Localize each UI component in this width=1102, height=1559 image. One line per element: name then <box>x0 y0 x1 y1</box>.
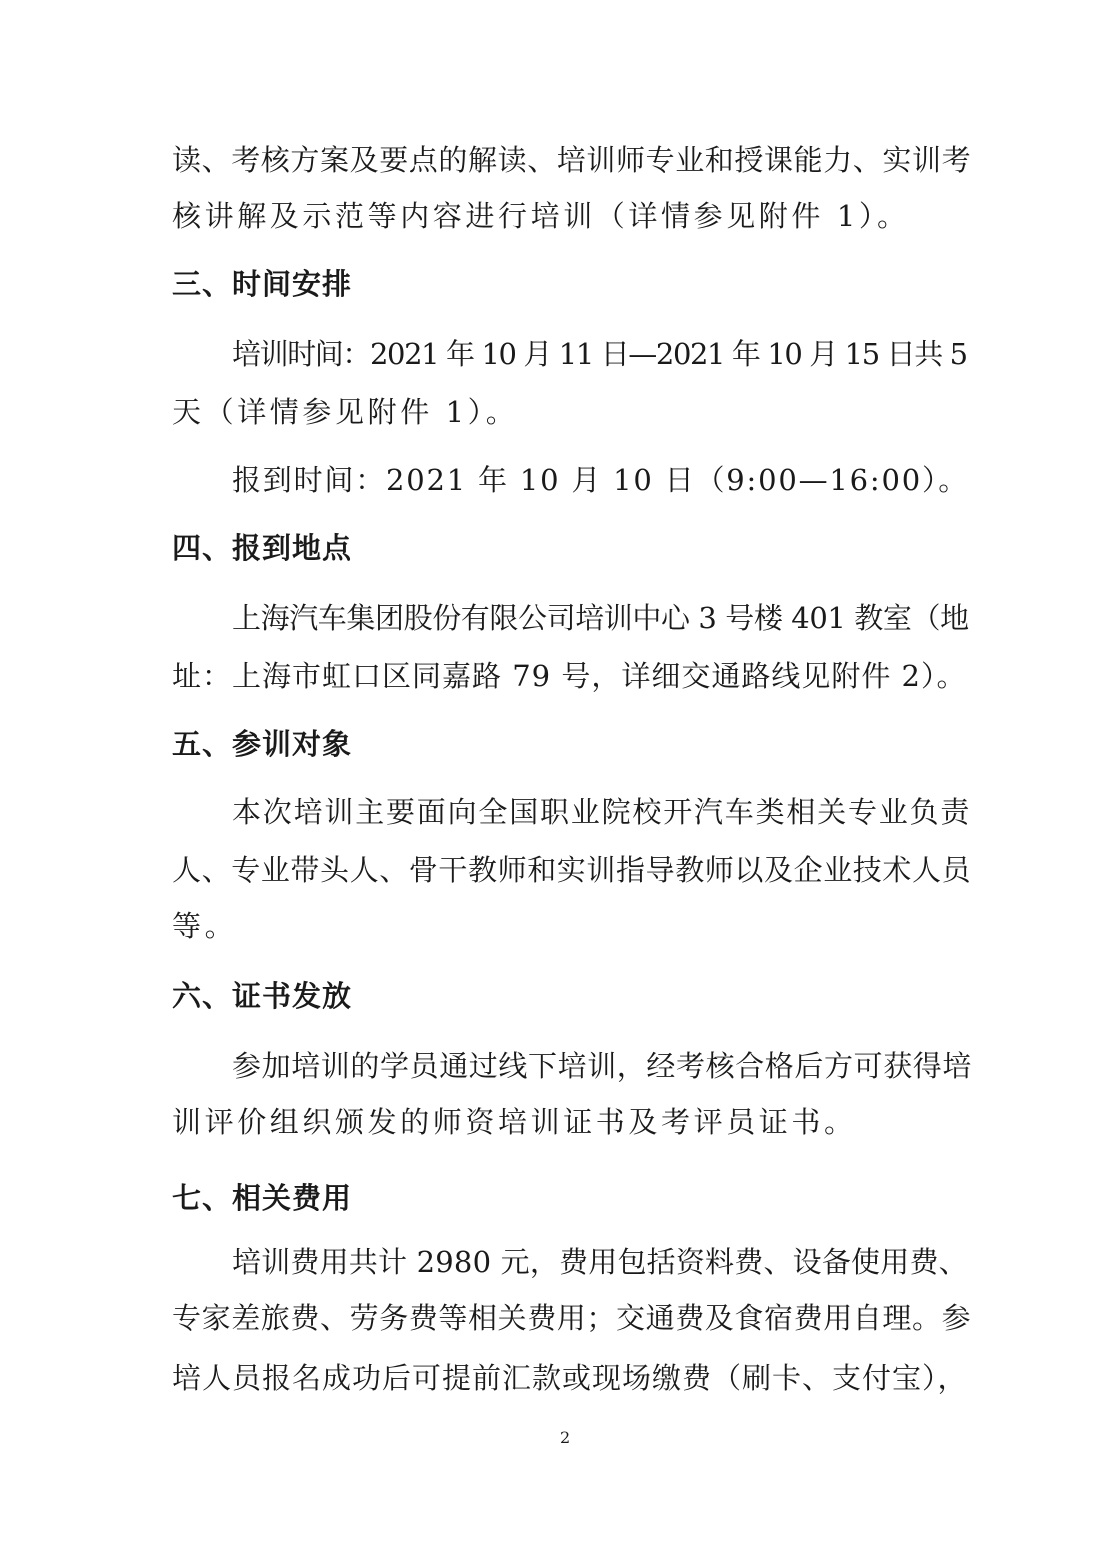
fees-line-2: 专家差旅费、劳务费等相关费用；交通费及食宿费用自理。参 <box>172 1301 972 1335</box>
section-seven-heading: 七、相关费用 <box>172 1181 353 1215</box>
location-line-1: 上海汽车集团股份有限公司培训中心 3 号楼 401 教室（地 <box>232 601 969 635</box>
location-line-2: 址：上海市虹口区同嘉路 79 号，详细交通路线见附件 2）。 <box>172 659 967 693</box>
fees-line-1: 培训费用共计 2980 元，费用包括资料费、设备使用费、 <box>232 1245 968 1279</box>
section-four-heading: 四、报到地点 <box>172 531 353 565</box>
section-two-text-line-2: 核讲解及示范等内容进行培训（详情参见附件 1）。 <box>172 199 910 233</box>
fees-line-3: 培人员报名成功后可提前汇款或现场缴费（刷卡、支付宝）， <box>172 1361 968 1395</box>
section-six-heading: 六、证书发放 <box>172 979 353 1013</box>
certificate-line-2: 训评价组织颁发的师资培训证书及考评员证书。 <box>172 1105 857 1139</box>
page-number: 2 <box>560 1428 571 1447</box>
section-two-text-line-1: 读、考核方案及要点的解读、培训师专业和授课能力、实训考 <box>172 143 972 177</box>
registration-time: 报到时间：2021 年 10 月 10 日（9:00—16:00）。 <box>232 463 970 497</box>
section-five-heading: 五、参训对象 <box>172 727 353 761</box>
training-time-line-1: 培训时间：2021 年 10 月 11 日—2021 年 10 月 15 日共 5 <box>232 337 967 371</box>
participants-line-1: 本次培训主要面向全国职业院校开汽车类相关专业负责 <box>232 795 972 829</box>
certificate-line-1: 参加培训的学员通过线下培训，经考核合格后方可获得培 <box>232 1049 973 1083</box>
participants-line-3: 等。 <box>172 909 238 943</box>
training-time-line-2: 天（详情参见附件 1）。 <box>172 395 519 429</box>
participants-line-2: 人、专业带头人、骨干教师和实训指导教师以及企业技术人员 <box>172 853 972 887</box>
section-three-heading: 三、时间安排 <box>172 267 353 301</box>
